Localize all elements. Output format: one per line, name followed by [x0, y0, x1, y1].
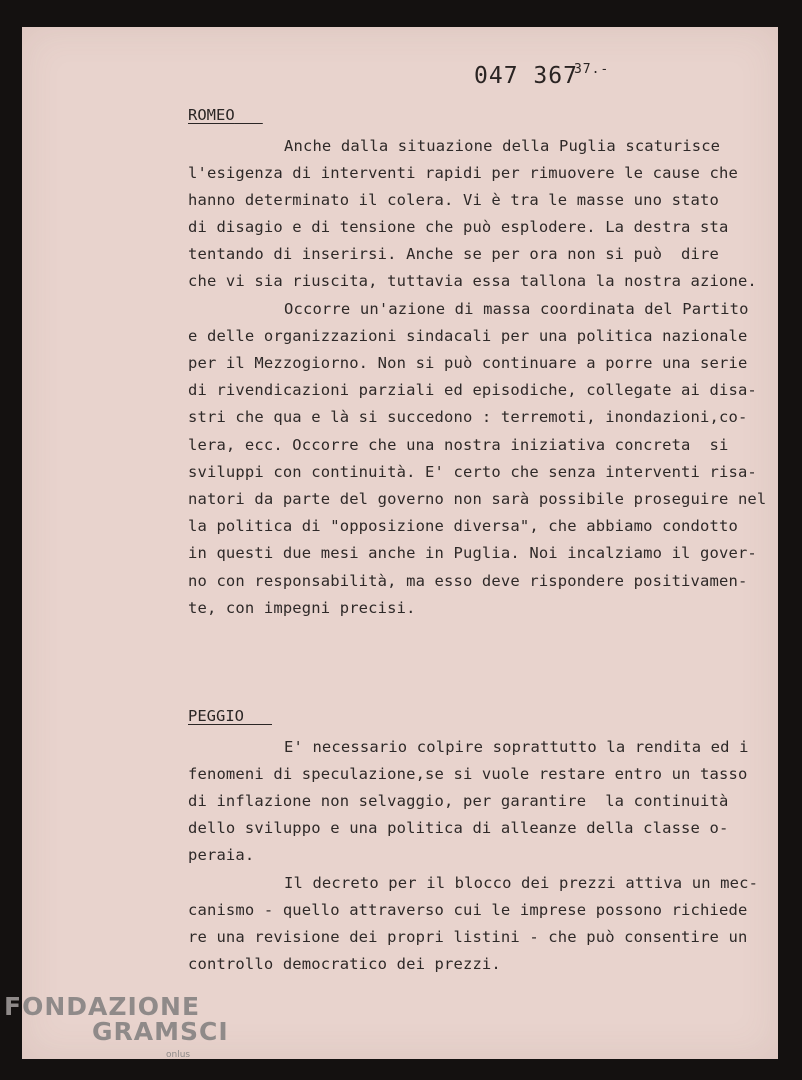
ref-number: 047 367: [474, 63, 578, 89]
text-line: tentando di inserirsi. Anche se per ora non si può dire: [188, 245, 719, 263]
ref-superscript: 37.-: [573, 62, 610, 77]
text-line: in questi due mesi anche in Puglia. Noi incalziamo il gover-: [188, 544, 757, 562]
text-line: hanno determinato il colera. Vi è tra le masse uno stato: [188, 191, 719, 209]
text-line: re una revisione dei propri listini - che può consentire un: [188, 928, 748, 946]
text-line: Il decreto per il blocco dei prezzi attiva un mec-: [284, 874, 759, 892]
watermark-line-3: onlus: [166, 1050, 191, 1060]
speaker-peggio: PEGGIO: [188, 707, 244, 725]
text-line: lera, ecc. Occorre che una nostra iniziativa concreta si: [188, 436, 729, 454]
text-line: dello sviluppo e una politica di alleanze della classe o-: [188, 819, 729, 837]
text-line: per il Mezzogiorno. Non si può continuare a porre una serie: [188, 354, 748, 372]
text-line: di disagio e di tensione che può esplodere. La destra sta: [188, 218, 729, 236]
text-line: te, con impegni precisi.: [188, 599, 416, 617]
text-line: no con responsabilità, ma esso deve rispondere positivamen-: [188, 572, 748, 590]
text-line: l'esigenza di interventi rapidi per rimuovere le cause che: [188, 164, 738, 182]
text-line: natori da parte del governo non sarà possibile proseguire nel: [188, 490, 767, 508]
text-line: di inflazione non selvaggio, per garantire la continuità: [188, 792, 729, 810]
text-line: stri che qua e là si succedono : terremoti, inondazioni,co-: [188, 408, 748, 426]
text-line: che vi sia riuscita, tuttavia essa tallona la nostra azione.: [188, 272, 757, 290]
text-line: controllo democratico dei prezzi.: [188, 955, 501, 973]
document-reference-number: [474, 63, 613, 89]
text-line: E' necessario colpire soprattutto la rendita ed i: [284, 738, 749, 756]
fondazione-gramsci-watermark: [4, 992, 229, 1060]
watermark-line-2: GRAMSCI: [92, 1017, 229, 1046]
watermark-line-1: FONDAZIONE: [4, 992, 201, 1021]
text-line: di rivendicazioni parziali ed episodiche, collegate ai disa-: [188, 381, 757, 399]
text-line: sviluppi con continuità. E' certo che senza interventi risa-: [188, 463, 757, 481]
text-line: peraia.: [188, 846, 255, 864]
document-page: [22, 27, 778, 1059]
text-line: canismo - quello attraverso cui le imprese possono richiede: [188, 901, 748, 919]
text-line: fenomeni di speculazione,se si vuole restare entro un tasso: [188, 765, 748, 783]
text-line: la politica di "opposizione diversa", che abbiamo condotto: [188, 517, 738, 535]
text-line: e delle organizzazioni sindacali per una politica nazionale: [188, 327, 748, 345]
text-line: Anche dalla situazione della Puglia scaturisce: [284, 137, 721, 155]
text-line: Occorre un'azione di massa coordinata del Partito: [284, 300, 749, 318]
speaker-romeo: ROMEO: [188, 106, 235, 124]
